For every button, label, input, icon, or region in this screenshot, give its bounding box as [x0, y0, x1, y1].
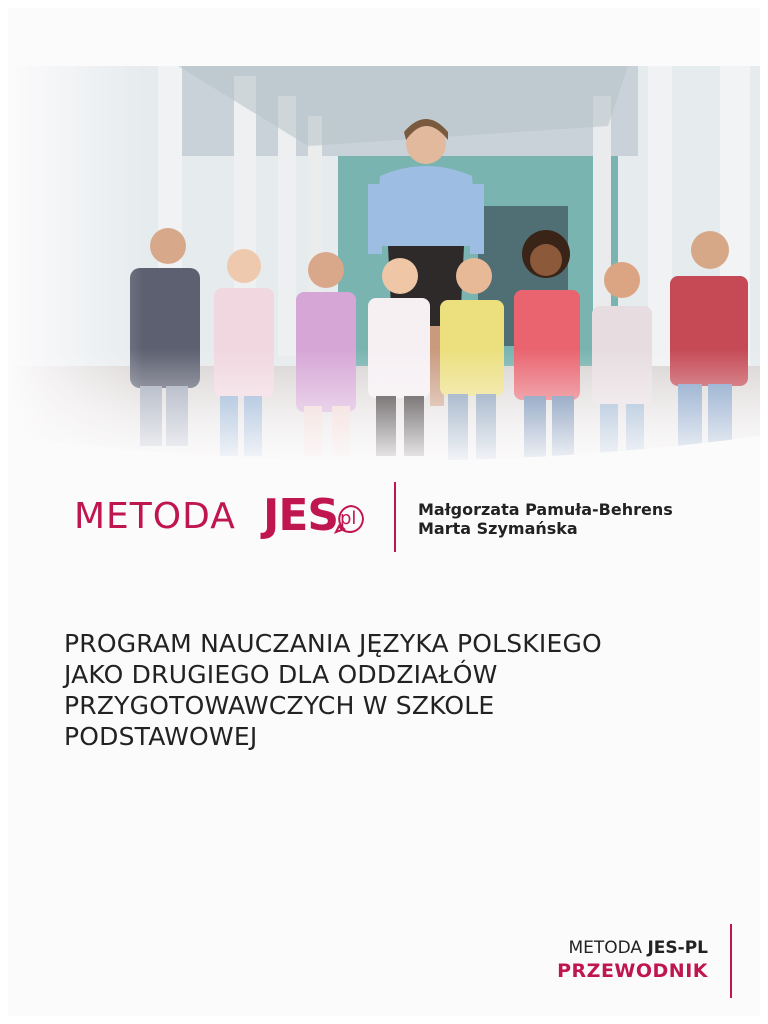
logo-jes-text: JES: [263, 490, 339, 541]
book-title: [64, 628, 724, 752]
authors: [418, 500, 673, 538]
title-line: JAKO DRUGIEGO DLA ODDZIAŁÓW: [64, 660, 498, 689]
series-subtitle: PRZEWODNIK: [557, 960, 708, 982]
series-divider: [730, 924, 732, 998]
series-label: [557, 938, 708, 982]
series-name: [557, 938, 708, 958]
teacher-with-children-photo: [8, 66, 760, 470]
cover-photo: [8, 66, 760, 470]
author-name: Marta Szymańska: [418, 519, 578, 538]
logo-pl-text: pl: [340, 508, 357, 529]
title-line: PROGRAM NAUCZANIA JĘZYKA POLSKIEGO: [64, 629, 602, 658]
title-line: PRZYGOTOWAWCZYCH W SZKOLE: [64, 691, 495, 720]
logo-divider: [394, 482, 396, 552]
logo-metoda-text: METODA: [74, 496, 236, 537]
series-brand: JES-PL: [647, 938, 708, 958]
author-name: Małgorzata Pamuła-Behrens: [418, 500, 673, 519]
book-cover: [8, 8, 760, 1016]
series-prefix: METODA: [568, 938, 648, 958]
title-line: PODSTAWOWEJ: [64, 722, 258, 751]
